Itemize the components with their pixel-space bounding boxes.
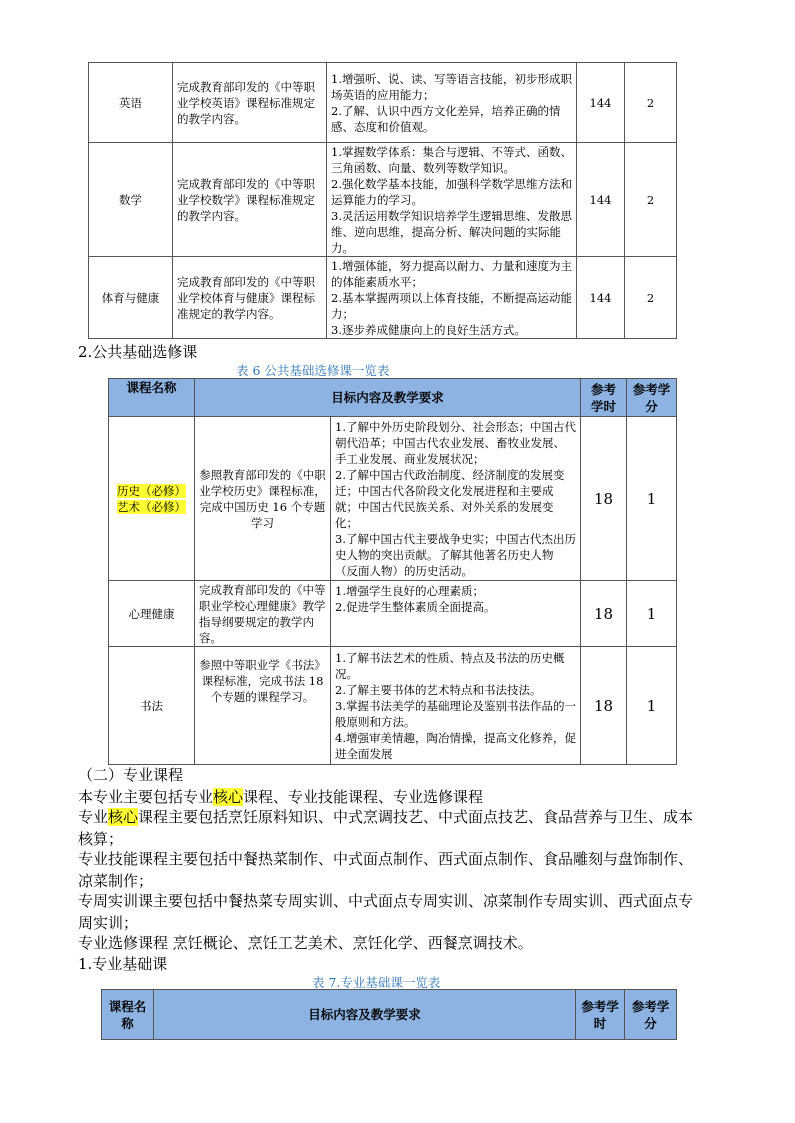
course-requirements: 1.增强体能，努力提高以耐力、力量和速度为主的体能素质水平； 2.基本掌握两项以上体育技能，不断提高运动能力； 3.逐步养成健康向上的良好生活方式。	[327, 257, 577, 339]
course-content: 参照中等职业学《书法》课程标准，完成书法 18 个专题的课程学习。	[195, 647, 331, 765]
highlight-text: 核心	[108, 808, 139, 826]
course-requirements: 1.了解书法艺术的性质、特点及书法的历史概况。 2.了解主要书体的艺术特点和书法技法。 3.掌握书法美学的基础理论及鉴别书法作品的一般原则和方法。 4.增强审美情趣，陶冶情操，提高文化修养，促进全面发展	[331, 647, 581, 765]
table6-header-row	[109, 379, 677, 417]
course-name: 体育与健康	[89, 257, 173, 339]
course-content: 参照教育部印发的《中职业学校历史》课程标准，完成中国历史 16 个专题学习	[195, 417, 331, 581]
table-row	[109, 647, 677, 765]
table-row	[89, 143, 677, 257]
course-requirements: 1.了解中外历史阶段划分、社会形态；中国古代朝代沿革；中国古代农业发展、畜牧业发展、手工业发展、商业发展状况； 2.了解中国古代政治制度、经济制度的发展变迁；中国古代各阶段文化发展进程和主要成就；中国古代民族关系、对外关系的发展变化； 3.了解中国古代主要战争史实；中国古代杰出历史人物的突出贡献。了解其他著名历史人物（反面人物）的历史活动。	[331, 417, 581, 581]
table6	[108, 378, 677, 765]
course-name: 英语	[89, 63, 173, 143]
paragraph-2: 专业核心课程主要包括烹饪原料知识、中式烹调技艺、中式面点技艺、食品营养与卫生、成本核算；	[78, 808, 694, 848]
table6-caption: 表 6 公共基础选修课一览表	[236, 363, 390, 378]
header-course-name: 课程名称	[102, 990, 154, 1040]
course-content: 完成教育部印发的《中等职业学校心理健康》教学指导纲要规定的教学内容。	[195, 581, 331, 647]
course-requirements: 1.增强学生良好的心理素质； 2.促进学生整体素质全面提高。	[331, 581, 581, 647]
course-credits: 1	[627, 417, 677, 581]
header-hours: 参考学时	[581, 379, 627, 417]
paragraph-4: 专周实训课主要包括中餐热菜专周实训、中式面点专周实训、凉菜制作专周实训、西式面点专周实训；	[78, 892, 694, 932]
course-content: 完成教育部印发的《中等职业学校数学》课程标准规定的教学内容。	[173, 143, 327, 257]
course-name: 书法	[109, 647, 195, 765]
course-table-top	[88, 62, 677, 339]
course-content: 完成教育部印发的《中等职业学校英语》课程标准规定的教学内容。	[173, 63, 327, 143]
course-hours: 18	[581, 581, 627, 647]
heading-professional-basic: 1.专业基础课	[78, 955, 168, 973]
paragraph-5: 专业选修课程 烹饪概论、烹饪工艺美术、烹饪化学、西餐烹调技术。	[78, 934, 533, 952]
course-hours: 18	[581, 647, 627, 765]
header-goal: 目标内容及教学要求	[195, 379, 581, 417]
course-name: 数学	[89, 143, 173, 257]
course-hours: 144	[577, 63, 625, 143]
course-name	[109, 417, 195, 581]
section-title: （二）专业课程	[78, 766, 184, 784]
course-credits: 2	[625, 143, 677, 257]
course-requirements: 1.掌握数学体系：集合与逻辑、不等式、函数、三角函数、向量、数列等数学知识。 2.强化数学基本技能，加强科学数学思维方法和运算能力的学习。 3.灵活运用数学知识培养学生逻辑思维、发散思维、逆向思维，提高分析、解决问题的实际能力。	[327, 143, 577, 257]
course-name-line: 艺术（必修）	[117, 499, 186, 514]
course-name-line: 历史（必修）	[117, 483, 186, 498]
header-hours: 参考学时	[576, 990, 625, 1040]
course-content: 完成教育部印发的《中等职业学校体育与健康》课程标准规定的教学内容。	[173, 257, 327, 339]
course-credits: 2	[625, 63, 677, 143]
header-goal: 目标内容及教学要求	[154, 990, 576, 1040]
header-credits: 参考学分	[627, 379, 677, 417]
course-name: 心理健康	[109, 581, 195, 647]
table-row	[109, 581, 677, 647]
course-hours: 144	[577, 257, 625, 339]
table7-header-row	[102, 990, 677, 1040]
header-course-name: 课程名称	[109, 379, 195, 417]
course-hours: 18	[581, 417, 627, 581]
course-credits: 1	[627, 581, 677, 647]
course-credits: 2	[625, 257, 677, 339]
header-credits: 参考学分	[625, 990, 677, 1040]
course-hours: 144	[577, 143, 625, 257]
table7-caption: 表 7.专业基础课一览表	[312, 975, 441, 990]
table7	[101, 989, 677, 1040]
paragraph-1: 本专业主要包括专业核心课程、专业技能课程、专业选修课程	[78, 788, 484, 806]
course-requirements: 1.增强听、说、读、写等语言技能，初步形成职场英语的应用能力； 2.了解、认识中西方文化差异，培养正确的情感、态度和价值观。	[327, 63, 577, 143]
table-row	[89, 257, 677, 339]
highlight-text: 核心	[213, 788, 244, 806]
table-row	[89, 63, 677, 143]
course-credits: 1	[627, 647, 677, 765]
paragraph-3: 专业技能课程主要包括中餐热菜制作、中式面点制作、西式面点制作、食品雕刻与盘饰制作、凉菜制作；	[78, 850, 694, 890]
table-row	[109, 417, 677, 581]
heading-public-elective: 2.公共基础选修课	[78, 343, 198, 361]
